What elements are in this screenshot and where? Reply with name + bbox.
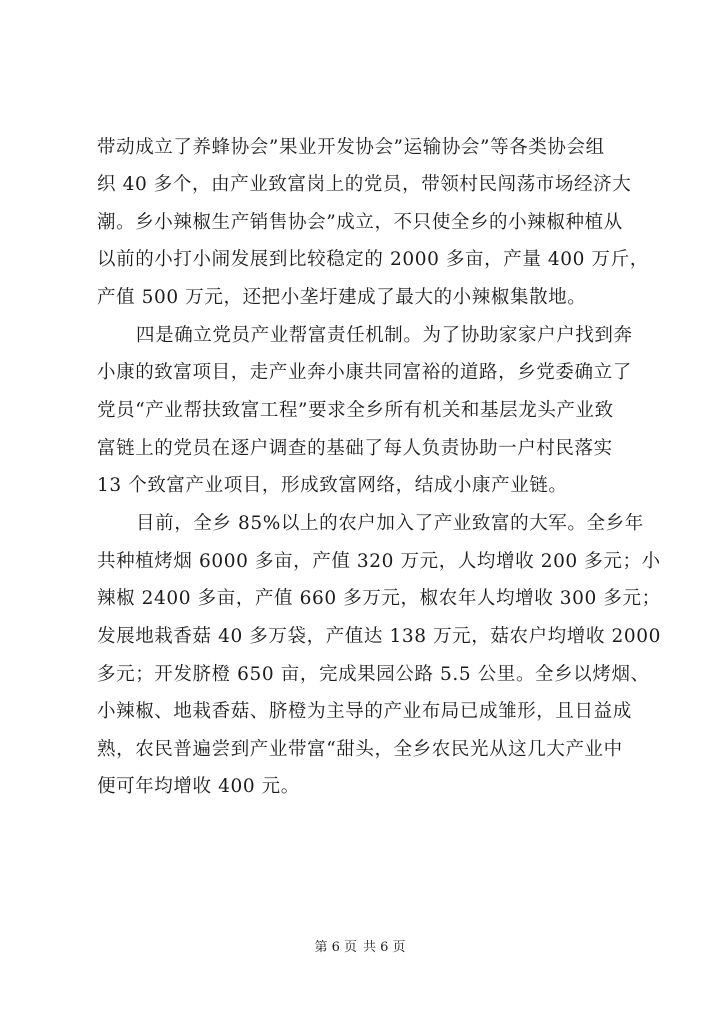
text-line: 小辣椒、地栽香菇、脐橙为主导的产业布局已成雏形，且日益成 [97,701,632,722]
text-line: 带动成立了养蜂协会”果业开发协会”运输协会”等各类协会组 [97,137,605,158]
text-line: 多元；开发脐橙 650 亩，完成果园公路 5.5 公里。全乡以烤烟、 [97,664,650,685]
page-number: 第 6 页 [314,940,357,955]
text-line: 便可年均增收 400 元。 [97,776,300,797]
text-line: 熟，农民普遍尝到产业带富“甜头，全乡农民光从这几大产业中 [97,739,623,760]
page-footer [0,938,720,958]
text-line: 发展地栽香菇 40 多万袋，产值达 138 万元，菇农户均增收 2000 [97,626,661,647]
text-line: 产值 500 万元，还把小垄圩建成了最大的小辣椒集散地。 [97,287,587,308]
text-line: 13 个致富产业项目，形成致富网络，结成小康产业链。 [97,475,568,496]
text-line: 富链上的党员在逐户调查的基础了每人负责协助一户村民落实 [97,438,613,459]
page-total: 共 6 页 [363,940,406,955]
text-line: 党员“产业帮扶致富工程”要求全乡所有机关和基层龙头产业致 [97,400,614,421]
text-line: 以前的小打小闹发展到比较稳定的 2000 多亩，产量 400 万斤， [97,249,649,270]
text-line: 潮。乡小辣椒生产销售协会”成立，不只使全乡的小辣椒种植从 [97,212,623,233]
paragraph-start-line: 目前，全乡 85%以上的农户加入了产业致富的大军。全乡年 [136,513,644,534]
text-line: 织 40 多个，由产业致富岗上的党员，带领村民闯荡市场经济大 [97,174,632,195]
text-line: 辣椒 2400 多亩，产值 660 多万元，椒农年人均增收 300 多元； [97,588,661,609]
paragraph-start-line: 四是确立党员产业帮富责任机制。为了协助家家户户找到奔 [136,325,633,346]
text-line: 小康的致富项目，走产业奔小康共同富裕的道路，乡党委确立了 [97,362,632,383]
text-line: 共种植烤烟 6000 多亩，产值 320 万元，人均增收 200 多元；小 [97,551,661,572]
